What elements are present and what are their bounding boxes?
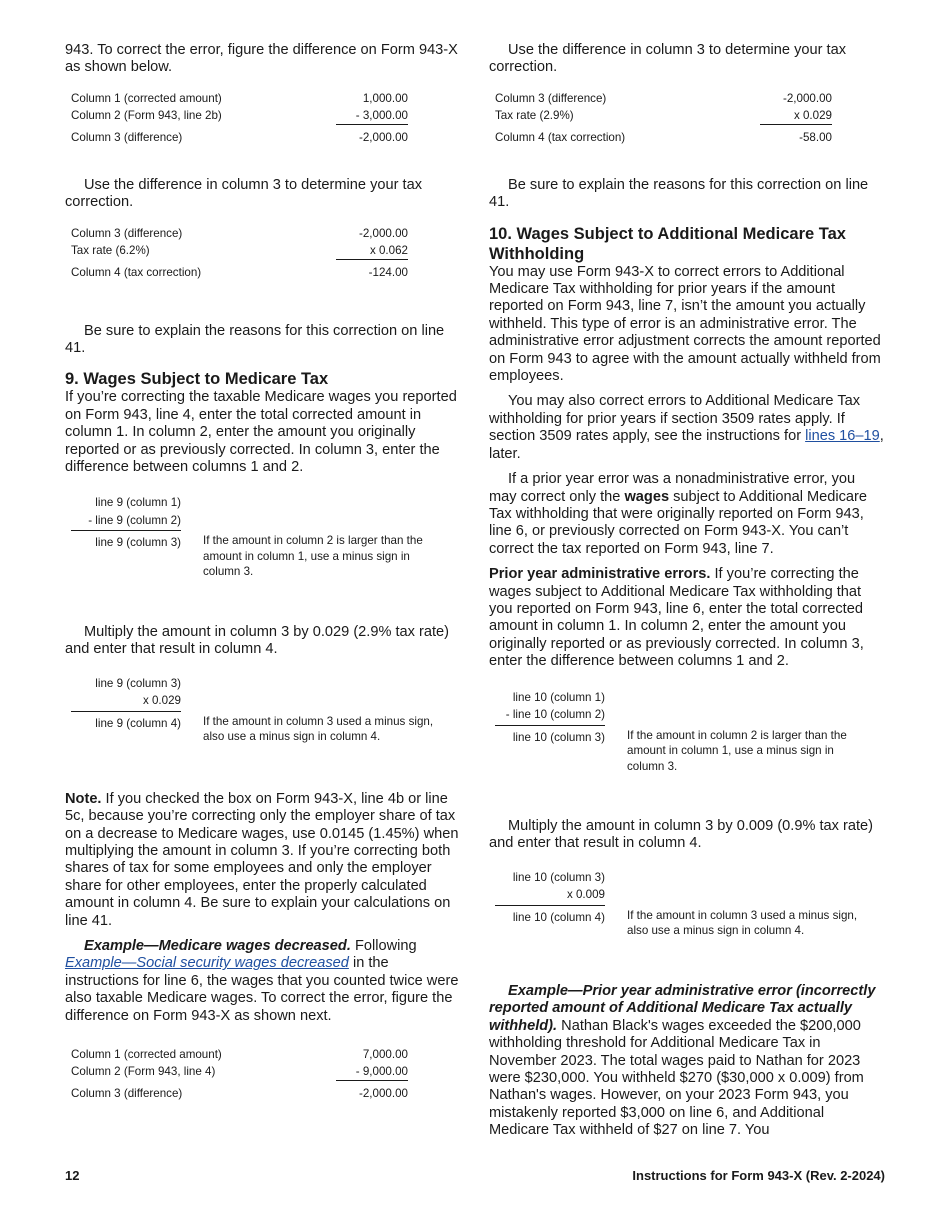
use-difference-paragraph: Use the difference in column 3 to determine your tax correction. [489,42,847,76]
section-10-paragraph-2 [489,393,885,463]
example-lead: Example—Medicare wages decreased. [84,938,351,955]
calc-label: Column 3 (difference) [71,226,183,240]
example-rest: in the instructions for line 6, the wages that you counted twice were also taxable Medicare wages. To correct the error, figure the difference on Form 943-X as shown next. [65,955,459,1024]
example-following: Following [350,938,417,955]
section-heading-9: 9. Wages Subject to Medicare Tax [65,370,329,389]
stack-line: - line 10 (column 2) [495,706,605,726]
p10c-bold: wages [624,488,670,505]
line10-tax-block [495,869,885,939]
document-title: Instructions for Form 943-X (Rev. 2-2024) [632,1168,885,1183]
calc-value: x 0.062 [336,242,408,260]
intro-paragraph: 943. To correct the error, figure the difference on Form 943-X as shown below. [65,42,458,76]
stack-line: x 0.029 [71,692,181,712]
stack-note: If the amount in column 3 used a minus sign, also use a minus sign in column 4. [203,714,434,744]
calc-value: - 9,000.00 [336,1063,408,1081]
stack-line: line 9 (column 1) [95,496,181,510]
prior-year-admin-paragraph [489,566,885,670]
prior-year-text: If you’re correcting the wages subject to Additional Medicare Tax withholding that you reported on Form 943, line 6, enter the total corrected amount in column 1. In column 2, enter the amount you originally reported or as previously corrected. In column 3, enter the difference between columns 1 and 2. [489,566,864,670]
calc-value: -2,000.00 [359,1087,408,1101]
p10c-text-end: subject to Additional Medicare Tax withholding that were originally reported on Form 943, line 6, or previously corrected on Form 943-X. You can’t correct the tax reported on Form 943, line 7. [489,488,868,557]
calc-label: Column 2 (Form 943, line 2b) [71,108,222,122]
note-lead: Note. [65,790,102,807]
note-text: If you checked the box on Form 943-X, line 4b or line 5c, because you’re correcting only the employer share of tax on a decrease to Medicare wages, use 0.0145 (1.45%) when multiplying the amount in column 3. If you’re correcting both shares of tax for some employees and only the employer share for other employees, enter the properly calculated amount in column 4. Be sure to explain your calculations on line 41. [65,790,459,929]
section-heading-10: 10. Wages Subject to Additional Medicare Tax Withholding [489,224,846,263]
right-column [489,42,885,1140]
stack-line: line 10 (column 3) [512,870,605,884]
stack-line: line 9 (column 4) [95,716,181,730]
line9-difference-block [71,494,461,580]
example-medicare-paragraph [65,938,461,1025]
stack-line: - line 9 (column 2) [71,512,181,532]
calc-table-ss-tax [71,225,408,281]
explain-paragraph: Be sure to explain the reasons for this correction on line 41. [489,176,869,211]
stack-line: x 0.009 [495,886,605,906]
calc-value: 1,000.00 [362,91,408,105]
prior-year-lead: Prior year administrative errors. [489,566,711,583]
example-text: Nathan Black's wages exceeded the $200,000 withholding threshold for Additional Medicare Tax in November 2023. The total wages paid to Nathan for 2023 were $230,000. You withheld $270 ($30,000 x 0.009) from Nathan's wages. However, on your 2023 Form 943, you mistakenly reported $3,000 on line 6, and Additional Medicare Tax withheld of $27 on line 7. You [489,1017,864,1139]
stack-line: line 9 (column 3) [95,676,181,690]
use-difference-paragraph: Use the difference in column 3 to determine your tax correction. [65,176,423,211]
calc-label: Tax rate (2.9%) [495,108,574,122]
calc-value: -2,000.00 [359,226,408,240]
calc-value: -2,000.00 [359,130,408,144]
stack-note: If the amount in column 2 is larger than the amount in column 1, use a minus sign in column 3. [627,728,847,773]
section-9-paragraph: If you’re correcting the taxable Medicare wages you reported on Form 943, line 4, enter the total corrected amount in column 1. In column 2, enter the amount you originally reported or as previously corrected. In column 3, enter the difference between columns 1 and 2. [65,389,457,476]
p10b-text: You may also correct errors to Additional Medicare Tax withholding for prior years if section 3509 rates apply. If section 3509 rates apply, see the instructions for [489,393,861,445]
calc-label: Column 4 (tax correction) [495,130,626,144]
calc-value: 7,000.00 [362,1048,408,1062]
section-10-paragraph-3 [489,471,885,558]
p10b-text-end: , later. [489,428,884,462]
calc-label: Tax rate (6.2%) [71,243,150,257]
calc-label: Column 1 (corrected amount) [71,1048,222,1062]
calc-label: Column 4 (tax correction) [71,265,202,279]
line10-difference-block [495,689,885,775]
calc-table-medicare-difference [71,1046,408,1102]
stack-line: line 10 (column 3) [512,730,605,744]
calc-label: Column 3 (difference) [71,1087,183,1101]
calc-table-medicare-tax [495,90,832,146]
example-lead: Example—Prior year administrative error (incorrectly reported amount of Additional Medicare Tax actually withheld). [489,982,876,1034]
note-paragraph [65,791,461,930]
example-admin-error-paragraph [489,983,885,1140]
multiply-paragraph: Multiply the amount in column 3 by 0.029 (2.9% tax rate) and enter that result in column 4. [65,623,450,658]
example-link[interactable]: Example—Social security wages decreased [65,955,349,972]
calc-label: Column 2 (Form 943, line 4) [71,1065,216,1079]
calc-value: -58.00 [799,130,832,144]
calc-table-ss-difference [71,90,408,146]
multiply-paragraph: Multiply the amount in column 3 by 0.009 (0.9% tax rate) and enter that result in column 4. [489,818,874,852]
explain-paragraph: Be sure to explain the reasons for this correction on line 41. [65,322,445,357]
calc-value: -2,000.00 [783,91,832,105]
stack-line: line 9 (column 3) [95,536,181,550]
calc-value: -124.00 [368,265,408,279]
calc-label: Column 1 (corrected amount) [71,91,222,105]
section-10-paragraph-1: You may use Form 943-X to correct errors to Additional Medicare Tax withholding for prior years if the amount reported on Form 943, line 7, isn’t the amount you actually withheld. This type of error is an administrative error. The administrative error adjustment corrects the amount reported on Form 943 to agree with the amount actually withheld from employees. [489,263,881,385]
calc-label: Column 3 (difference) [495,91,607,105]
left-column [65,42,461,1102]
stack-line: line 10 (column 4) [512,910,605,924]
calc-value: - 3,000.00 [336,107,408,125]
calc-label: Column 3 (difference) [71,130,183,144]
line9-tax-block [71,675,461,745]
page-number: 12 [65,1168,80,1183]
stack-note: If the amount in column 3 used a minus sign, also use a minus sign in column 4. [627,908,858,938]
stack-note: If the amount in column 2 is larger than the amount in column 1, use a minus sign in column 3. [203,534,423,579]
calc-value: x 0.029 [760,107,832,125]
p10c-text: If a prior year error was a nonadministrative error, you may correct only the [489,471,856,505]
lines-16-19-link[interactable]: lines 16–19 [805,428,880,445]
stack-line: line 10 (column 1) [512,690,605,704]
